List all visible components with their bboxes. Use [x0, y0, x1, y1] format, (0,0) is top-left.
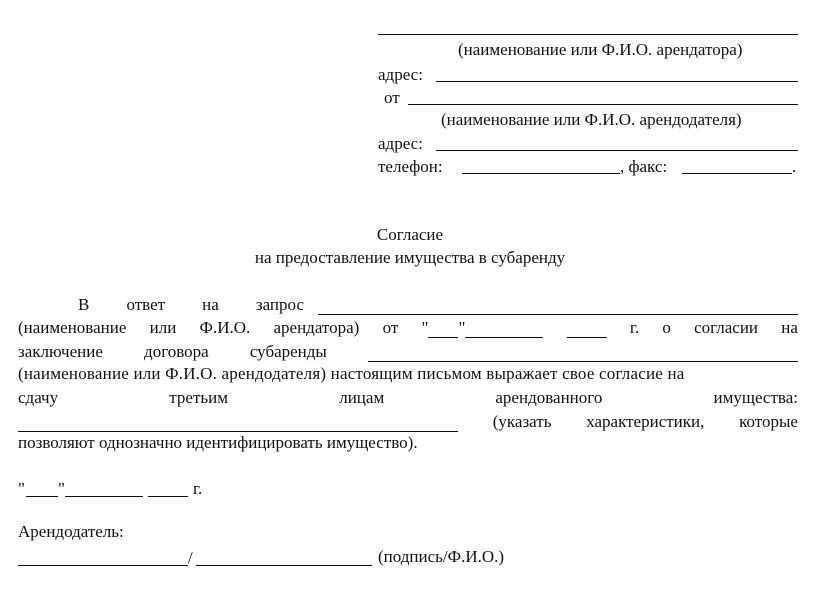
body-word: на [781, 318, 798, 337]
request-day-line[interactable] [428, 321, 458, 338]
signature-line[interactable] [18, 565, 188, 566]
body-word: сдачу [18, 388, 59, 407]
sender-address-line[interactable] [436, 150, 798, 151]
date-close-quote: " [58, 479, 65, 498]
body-line-4: (наименование или Ф.И.О. арендодателя) настоящим письмом выражает свое согласие на [18, 364, 685, 383]
body-word: г. [629, 318, 640, 337]
body-word: характеристики, [586, 412, 705, 431]
body-word: на [202, 295, 219, 314]
body-word: (указать [492, 412, 552, 431]
subtenant-field-line[interactable] [368, 345, 798, 362]
tenant-caption: (наименование или Ф.И.О. арендатора) [458, 40, 743, 59]
date-day-line[interactable] [26, 496, 58, 497]
body-word: заключение [18, 342, 103, 361]
body-word: лицам [339, 388, 385, 407]
fax-label: , факс: [620, 157, 668, 176]
recipient-address-line[interactable] [436, 81, 798, 82]
body-word: арендованного [495, 388, 603, 407]
body-word: от [382, 318, 399, 337]
body-word: которые [739, 412, 798, 431]
body-word: третьим [169, 388, 229, 407]
fax-end-period: . [792, 157, 797, 176]
date-year-suffix: г. [193, 479, 203, 498]
property-field-line[interactable] [18, 415, 458, 432]
body-word: субаренды [249, 342, 327, 361]
request-year-line[interactable] [567, 321, 607, 338]
body-line-1 [18, 293, 798, 315]
document-subtitle: на предоставление имущества в субаренду [254, 248, 566, 267]
body-word: запрос [255, 295, 304, 314]
body-word: согласии [694, 318, 759, 337]
sender-name-line[interactable] [408, 104, 798, 105]
body-word: договора [144, 342, 209, 361]
signer-name-line[interactable] [196, 565, 372, 566]
body-line-3 [18, 340, 798, 362]
body-word: (наименование [18, 318, 127, 337]
date-month-line[interactable] [65, 496, 143, 497]
body-word: арендатора) [273, 318, 360, 337]
body-line-2 [18, 316, 798, 338]
address-label-1: адрес: [378, 65, 423, 84]
request-month-line[interactable] [465, 321, 543, 338]
body-line-6 [18, 410, 798, 432]
phone-label: телефон: [378, 157, 443, 176]
body-word: В [78, 295, 90, 314]
request-field-line[interactable] [318, 298, 798, 315]
quote-close: " [458, 318, 466, 337]
landlord-caption: (наименование или Ф.И.О. арендодателя) [441, 110, 742, 129]
phone-field-line[interactable] [462, 173, 620, 174]
signature-caption: (подпись/Ф.И.О.) [378, 547, 505, 566]
body-word: имущества: [713, 388, 798, 407]
address-label-2: адрес: [378, 134, 423, 153]
body-word: Ф.И.О. [199, 318, 251, 337]
document-title: Согласие [376, 225, 444, 244]
recipient-name-line[interactable] [378, 34, 798, 35]
fax-field-line[interactable] [682, 173, 792, 174]
landlord-role-label: Арендодатель: [18, 522, 124, 541]
body-line-7: позволяют однозначно идентифицировать имущество). [18, 433, 418, 452]
quote-open: " [421, 318, 429, 337]
date-open-quote: " [18, 479, 25, 498]
body-line-5 [18, 386, 798, 408]
date-year-line[interactable] [148, 496, 188, 497]
from-label: от [384, 88, 400, 107]
body-word: или [149, 318, 177, 337]
body-word: ответ [126, 295, 166, 314]
signature-slash: / [188, 548, 193, 567]
body-word: о [662, 318, 671, 337]
